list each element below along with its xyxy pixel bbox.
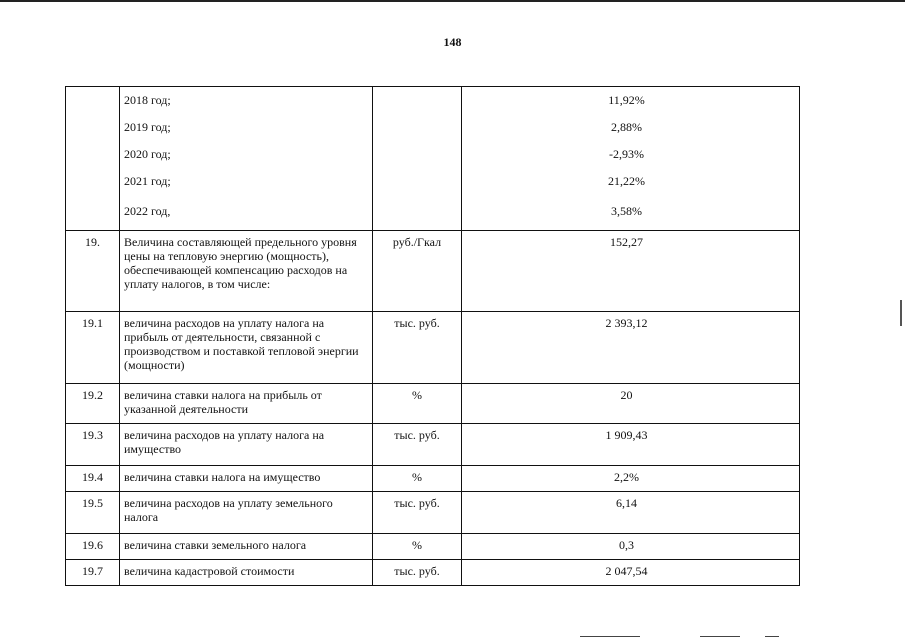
- signature-line: [700, 636, 740, 637]
- row-name: величина ставки налога на прибыль от указанной деятельности: [120, 384, 373, 424]
- tariff-table: [65, 86, 800, 586]
- row-value: 2 393,12: [462, 312, 800, 384]
- years-value-cell: [462, 87, 800, 231]
- row-number: 19.: [66, 231, 120, 312]
- row-unit: %: [373, 534, 462, 560]
- year-label: 2020 год;: [124, 147, 171, 161]
- row-unit: тыс. руб.: [373, 424, 462, 466]
- row-unit: тыс. руб.: [373, 492, 462, 534]
- year-value: 3,58%: [611, 204, 642, 218]
- table-row: [66, 560, 800, 586]
- row-unit: руб./Гкал: [373, 231, 462, 312]
- table-row: [66, 312, 800, 384]
- row-number: 19.7: [66, 560, 120, 586]
- page-number: 148: [443, 35, 462, 49]
- unit-cell: [373, 87, 462, 231]
- table-row: [66, 492, 800, 534]
- row-unit: тыс. руб.: [373, 560, 462, 586]
- year-label: 2021 год;: [124, 174, 171, 188]
- table-row: [66, 534, 800, 560]
- row-name: величина расходов на уплату земельного налога: [120, 492, 373, 534]
- row-number: 19.6: [66, 534, 120, 560]
- row-number-cell: [66, 87, 120, 231]
- scan-top-edge: [0, 0, 905, 2]
- row-name: величина ставки налога на имущество: [120, 466, 373, 492]
- row-value: 1 909,43: [462, 424, 800, 466]
- year-label: 2018 год;: [124, 93, 171, 107]
- table-row: [66, 384, 800, 424]
- year-value: 2,88%: [611, 120, 642, 134]
- row-unit: тыс. руб.: [373, 312, 462, 384]
- row-value: 20: [462, 384, 800, 424]
- table-row: [66, 424, 800, 466]
- row-number: 19.1: [66, 312, 120, 384]
- row-value: 152,27: [462, 231, 800, 312]
- year-label: 2019 год;: [124, 120, 171, 134]
- table-row: [66, 231, 800, 312]
- scan-edge-mark: [900, 300, 902, 326]
- year-value: -2,93%: [609, 147, 644, 161]
- row-name: величина расходов на уплату налога на имущество: [120, 424, 373, 466]
- table-row: [66, 466, 800, 492]
- row-number: 19.3: [66, 424, 120, 466]
- signature-line: [765, 636, 779, 637]
- year-value: 21,22%: [608, 174, 645, 188]
- row-number: 19.2: [66, 384, 120, 424]
- signature-line: [580, 636, 640, 637]
- row-number: 19.5: [66, 492, 120, 534]
- row-unit: %: [373, 384, 462, 424]
- year-label: 2022 год,: [124, 204, 171, 218]
- row-value: 2 047,54: [462, 560, 800, 586]
- row-number: 19.4: [66, 466, 120, 492]
- years-label-cell: [120, 87, 373, 231]
- row-value: 0,3: [462, 534, 800, 560]
- row-name: величина ставки земельного налога: [120, 534, 373, 560]
- year-value: 11,92%: [608, 93, 645, 107]
- row-value: 6,14: [462, 492, 800, 534]
- row-name: величина кадастровой стоимости: [120, 560, 373, 586]
- row-value: 2,2%: [462, 466, 800, 492]
- row-unit: %: [373, 466, 462, 492]
- row-name: величина расходов на уплату налога на прибыль от деятельности, связанной с производством и поставкой тепловой энергии (мощности): [120, 312, 373, 384]
- row-name: Величина составляющей предельного уровня цены на тепловую энергию (мощность), обеспечивающей компенсацию расходов на уплату налогов, в том числе:: [120, 231, 373, 312]
- table-row-years: [66, 87, 800, 231]
